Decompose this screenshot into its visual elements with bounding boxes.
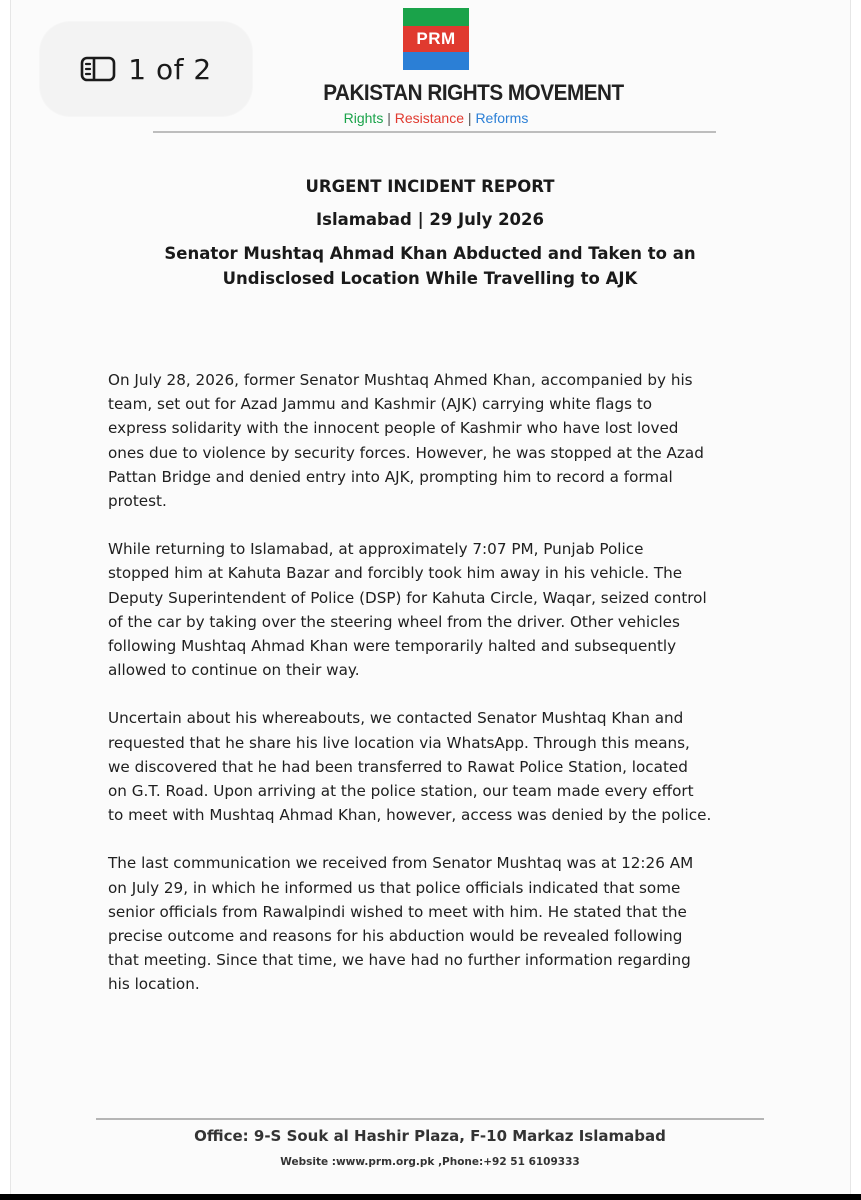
organization-name: PAKISTAN RIGHTS MOVEMENT	[323, 80, 624, 105]
tagline-separator: |	[383, 110, 395, 126]
paragraph	[108, 851, 768, 996]
text-line: following Mushtaq Ahmad Khan were temporarily halted and subsequently	[108, 637, 677, 656]
footer-office-address: Office: 9-S Souk al Hashir Plaza, F-10 Markaz Islamabad	[194, 1127, 666, 1145]
page-indicator[interactable]	[40, 22, 252, 116]
report-dateline: Islamabad | 29 July 2026	[315, 210, 545, 229]
logo-green-band	[403, 8, 469, 26]
page-indicator-text: 1 of 2	[128, 52, 212, 86]
text-line: ones due to violence by security forces. However, he was stopped at the Azad	[108, 443, 704, 462]
text-line: team, set out for Azad Jammu and Kashmir (AJK) carrying white flags to	[108, 395, 653, 414]
tagline-resistance: Resistance	[394, 110, 465, 126]
paragraph	[108, 706, 768, 827]
tagline-rights: Rights	[343, 110, 384, 126]
tagline-separator: |	[464, 110, 476, 126]
logo-text: PRM	[403, 26, 469, 52]
text-line: on G.T. Road. Upon arriving at the police station, our team made every effort	[108, 782, 694, 801]
paragraph	[108, 368, 768, 513]
text-line: allowed to continue on their way.	[108, 661, 360, 680]
text-line: Uncertain about his whereabouts, we contacted Senator Mushtaq Khan and	[108, 709, 684, 728]
footer-divider	[96, 1118, 764, 1120]
headline-line: Undisclosed Location While Travelling to AJK	[222, 269, 638, 288]
tagline-reforms: Reforms	[475, 110, 529, 126]
header-divider	[153, 131, 716, 133]
logo-blue-band	[403, 52, 469, 70]
text-line: his location.	[108, 975, 200, 994]
text-line: Deputy Superintendent of Police (DSP) for Kahuta Circle, Waqar, seized control	[108, 588, 707, 607]
text-line: protest.	[108, 492, 167, 511]
text-line: precise outcome and reasons for his abduction would be revealed following	[108, 927, 683, 946]
letterhead	[316, 8, 624, 126]
report-body	[108, 368, 768, 1021]
text-line: senior officials from Rawalpindi wished to meet with him. He stated that the	[108, 902, 687, 921]
text-line: of the car by taking over the steering wheel from the driver. Other vehicles	[108, 612, 680, 631]
report-heading: URGENT INCIDENT REPORT	[305, 177, 555, 196]
report-headline	[100, 241, 760, 291]
prm-logo	[403, 8, 469, 70]
paragraph	[108, 537, 768, 682]
text-line: to meet with Mushtaq Ahmad Khan, however, access was denied by the police.	[108, 806, 712, 825]
text-line: stopped him at Kahuta Bazar and forcibly took him away in his vehicle. The	[108, 564, 683, 583]
text-line: requested that he share his live location via WhatsApp. Through this means,	[108, 733, 690, 752]
text-line: express solidarity with the innocent people of Kashmir who have lost loved	[108, 419, 679, 438]
report-title-block	[100, 176, 760, 291]
text-line: on July 29, in which he informed us that police officials indicated that some	[108, 878, 681, 897]
book-pages-icon	[80, 56, 116, 82]
text-line: we discovered that he had been transferred to Rawat Police Station, located	[108, 757, 688, 776]
tagline	[316, 110, 556, 126]
text-line: that meeting. Since that time, we have had no further information regarding	[108, 951, 691, 970]
text-line: On July 28, 2026, former Senator Mushtaq Ahmed Khan, accompanied by his	[108, 371, 693, 389]
text-line: While returning to Islamabad, at approximately 7:07 PM, Punjab Police	[108, 540, 644, 559]
text-line: The last communication we received from Senator Mushtaq was at 12:26 AM	[108, 854, 694, 873]
text-line: Pattan Bridge and denied entry into AJK, prompting him to record a formal	[108, 467, 673, 486]
footer-contact-info: Website :www.prm.org.pk ,Phone:+92 51 6109333	[280, 1156, 580, 1168]
headline-line: Senator Mushtaq Ahmad Khan Abducted and Taken to an	[164, 244, 696, 263]
